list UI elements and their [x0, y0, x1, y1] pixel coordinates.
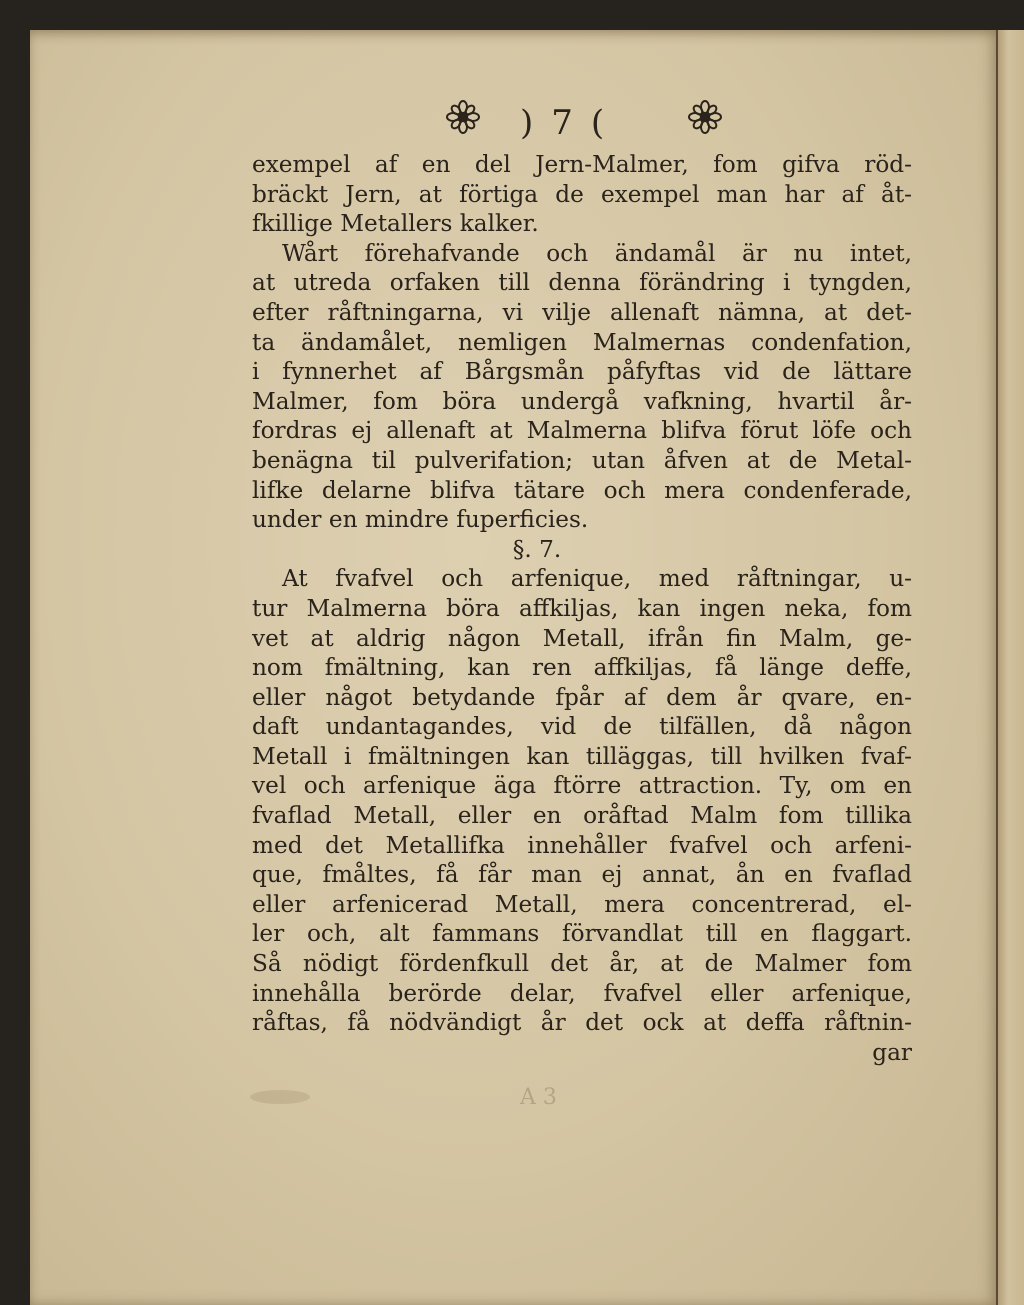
text-line: fvaflad Metall, eller en oråftad Malm fom tillika [252, 802, 912, 830]
catchword: gar [872, 1038, 912, 1066]
text-line: Metall i fmältningen kan tilläggas, till hvilken fvaf- [252, 742, 912, 770]
text-line: Wårt förehafvande och ändamål är nu intet, [282, 239, 912, 267]
text-line: ler och, alt fammans förvandlat till en flaggart. [252, 920, 912, 948]
text-line: benägna til pulverifation; utan åfven at de Metal- [252, 446, 912, 474]
text-line: ta ändamålet, nemligen Malmernas condenfation, [252, 328, 912, 356]
text-line: eller något betydande fpår af dem år qvare, en- [252, 683, 912, 711]
text-line: Så nödigt fördenfkull det år, at de Malmer fom [252, 950, 912, 978]
ink-smudge [250, 1090, 310, 1104]
running-head [430, 95, 790, 145]
flower-ornament-icon [446, 100, 480, 134]
text-line: que, fmåltes, få får man ej annat, ån en fvaflad [252, 861, 912, 889]
text-line: under en mindre fuperficies. [252, 506, 589, 534]
body-text [252, 150, 912, 1067]
text-line: At fvafvel och arfenique, med råftningar, u- [282, 565, 912, 593]
text-line: innehålla berörde delar, fvafvel eller arfenique, [252, 979, 912, 1007]
text-line: vel och arfenique äga ftörre attraction. Ty, om en [252, 772, 912, 800]
text-line: efter råftningarna, vi vilje allenaft nämna, at det- [252, 298, 912, 326]
text-line: fkillige Metallers kalker. [252, 210, 539, 238]
text-line: tur Malmerna böra affkiljas, kan ingen neka, fom [252, 594, 912, 622]
paragraph-2 [252, 239, 912, 535]
text-line: nom fmältning, kan ren affkiljas, få länge deffe, [252, 654, 912, 682]
text-line: fordras ej allenaft at Malmerna blifva förut löfe och [252, 417, 912, 445]
paragraph-1 [252, 150, 912, 239]
adjacent-page-edge [998, 30, 1024, 1305]
text-line: eller arfenicerad Metall, mera concentrerad, el- [252, 890, 912, 918]
text-line: med det Metallifka innehåller fvafvel och arfeni- [252, 831, 912, 859]
text-line: exempel af en del Jern-Malmer, fom gifva röd- [252, 151, 912, 178]
text-line: i fynnerhet af Bårgsmån påfyftas vid de lättare [252, 358, 912, 386]
paragraph-3 [252, 564, 912, 1038]
text-line: råftas, få nödvändigt år det ock at deffa råftnin- [252, 1009, 912, 1037]
text-line: bräckt Jern, at förtiga de exempel man har af åt- [252, 180, 912, 208]
text-line: vet at aldrig någon Metall, ifrån fin Malm, ge- [252, 624, 912, 652]
page-number: )7( [520, 103, 623, 143]
flower-ornament-icon [688, 100, 722, 134]
signature-mark: A 3 [520, 1085, 557, 1110]
text-line: daft undantagandes, vid de tilfällen, då någon [252, 713, 912, 741]
text-line: Malmer, fom böra undergå vafkning, hvartil år- [252, 387, 912, 415]
section-heading: §. 7. [512, 535, 562, 563]
text-line: at utreda orfaken till denna förändring i tyngden, [252, 269, 912, 297]
text-line: lifke delarne blifva tätare och mera condenferade, [252, 476, 912, 504]
